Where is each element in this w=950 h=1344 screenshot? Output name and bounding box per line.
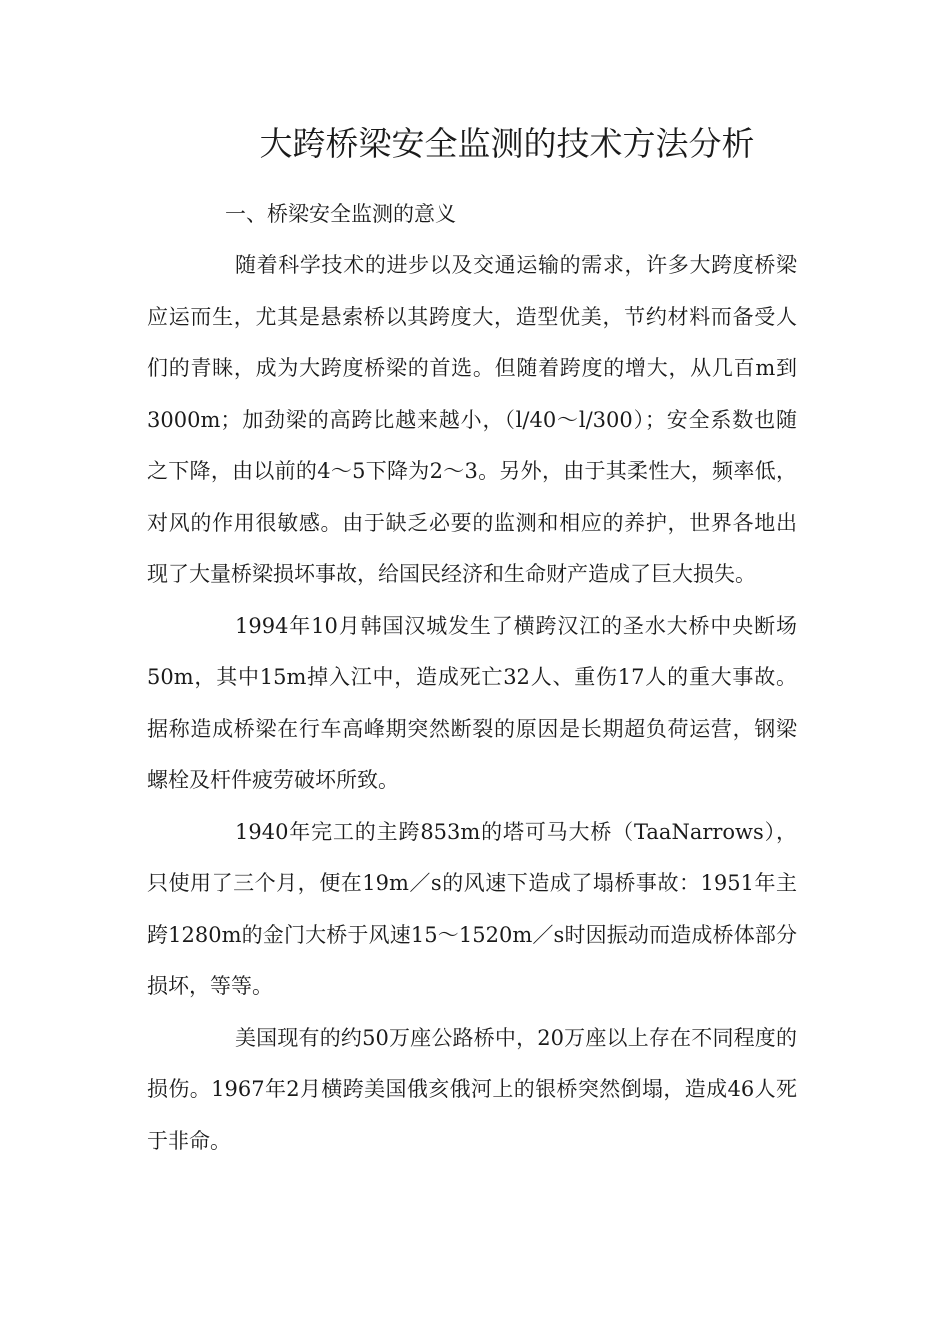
paragraph-1: 随着科学技术的进步以及交通运输的需求，许多大跨度桥梁应运而生，尤其是悬索桥以其跨度大，造型优美，节约材料而备受人们的青睐，成为大跨度桥梁的首选。但随着跨度的增大，从几百m到3000m；加劲梁的高跨比越来越小，（l/40～l/300）；安全系数也随之下降，由以前的4～5下降为2～3。另外，由于其柔性大，频率低，对风的作用很敏感。由于缺乏必要的监测和相应的养护，世界各地出现了大量桥梁损坏事故，给国民经济和生命财产造成了巨大损失。 <box>147 253 797 586</box>
section-heading: 一、桥梁安全监测的意义 <box>225 202 456 226</box>
document-body <box>147 188 797 1167</box>
paragraph-2: 1994年10月韩国汉城发生了横跨汉江的圣水大桥中央断场50m，其中15m掉入江中，造成死亡32人、重伤17人的重大事故。据称造成桥梁在行车高峰期突然断裂的原因是长期超负荷运营，钢梁螺栓及杆件疲劳破坏所致。 <box>147 613 797 792</box>
paragraph-4: 美国现有的约50万座公路桥中，20万座以上存在不同程度的损伤。1967年2月横跨美国俄亥俄河上的银桥突然倒塌，造成46人死于非命。 <box>147 1025 797 1153</box>
document-title: 大跨桥梁安全监测的技术方法分析 <box>259 124 755 163</box>
paragraph-3: 1940年完工的主跨853m的塔可马大桥（TaaNarrows），只使用了三个月，便在19m／s的风速下造成了塌桥事故：1951年主跨1280m的金门大桥于风速15～1520m／s时因振动而造成桥体部分损坏，等等。 <box>147 819 797 998</box>
